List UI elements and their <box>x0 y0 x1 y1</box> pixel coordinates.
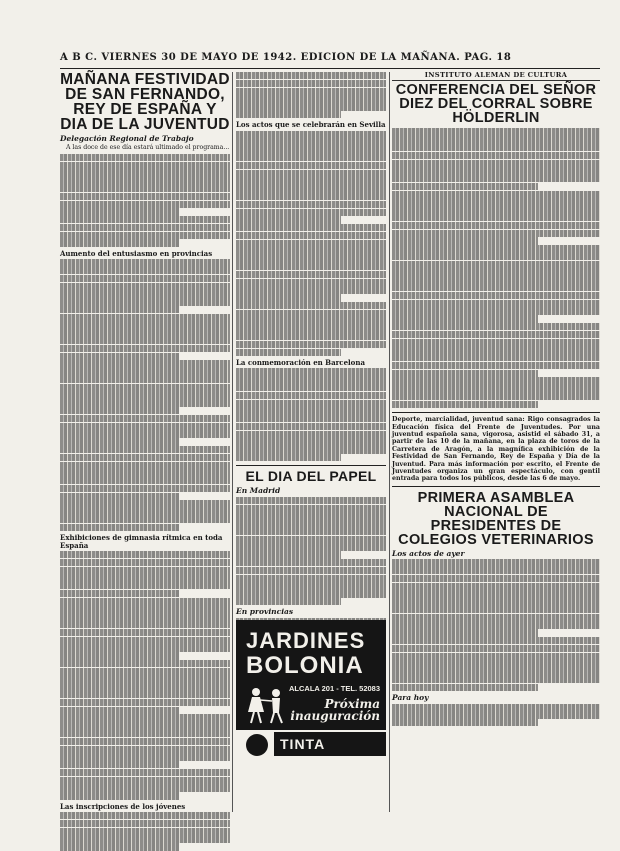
headline-asamblea: PRIMERA ASAMBLEA NACIONAL DE PRESIDENTES DE COLEGIOS VETERINARIOS <box>398 489 594 548</box>
body-text-block <box>236 497 386 606</box>
section-heading-sevilla: Los actos que se celebrarán en Sevilla <box>236 120 386 130</box>
notice-box <box>392 412 600 487</box>
subhead-delegacion: Delegación Regional de Trabajo <box>60 134 194 143</box>
column-middle <box>236 72 386 665</box>
section-heading-barcelona: La conmemoración en Barcelona <box>236 357 365 367</box>
ink-drop-icon <box>246 734 268 756</box>
body-text-block <box>236 368 386 461</box>
headline-dia-del-papel: EL DIA DEL PAPEL <box>245 468 377 485</box>
section-heading-inscripciones: Las inscripciones de los jóvenes <box>60 801 186 811</box>
body-text-block <box>236 131 386 356</box>
masthead: A B C. VIERNES 30 DE MAYO DE 1942. EDICION DE LA MAÑANA. PAG. 18 <box>60 52 600 69</box>
body-text-block <box>392 128 600 408</box>
ad-address: ALCALA 201 - TEL. 52083 <box>289 684 380 693</box>
column-rule <box>389 72 390 812</box>
section-heading-provincias: Aumento del entusiasmo en provincias <box>60 248 213 258</box>
subhead-actos-ayer: Los actos de ayer <box>392 548 465 558</box>
ad-tagline <box>290 698 380 722</box>
headline-conferencia: CONFERENCIA DEL SEÑOR DIEZ DEL CORRAL SOBRE HÖLDERLIN <box>395 82 597 127</box>
column-right <box>392 72 600 727</box>
dancing-couple-icon <box>242 686 294 724</box>
lead-paragraph: A las doce de ese día estará ultimado el programa... <box>66 144 230 152</box>
notice-frente-juventudes: Deporte, marcialidad, juventud sana: Rigo consagrados la Educación física del Frente de Juventudes. Por una juventud española sana, vigorosa, asistid el sábado 31, a partir de las 10 de la mañana, en la plaza de toros de la Carretera de Aragón, a la magnífica exhibición de la Festividad de San Fernando, Rey de España y Día de la Juventud. Para más información por escrito, el Frente de Juventudes organiza un gran espectáculo, con gentil entrada para todos los públicos, desde las 6 de mayo. <box>392 416 600 483</box>
ad-product-name: TINTA SAMAS <box>274 732 386 756</box>
subhead-en-provincias: En provincias <box>236 607 294 617</box>
body-text-block <box>60 154 230 247</box>
subhead-en-madrid: En Madrid <box>236 486 281 496</box>
kicker-instituto: INSTITUTO ALEMAN DE CULTURA <box>392 72 600 81</box>
ad-title-line2: BOLONIA <box>246 652 364 679</box>
body-text-block <box>60 812 230 851</box>
ad-tagline-line2: inauguración <box>290 709 380 723</box>
subhead-para-hoy: Para hoy <box>392 693 429 703</box>
ad-product-band <box>236 730 386 776</box>
column-left <box>60 72 230 851</box>
ad-title-line1: JARDINES <box>246 628 366 653</box>
column-rule <box>232 72 233 812</box>
body-text-block <box>60 259 230 531</box>
ad-tagline-line1: Próxima <box>324 697 380 711</box>
body-text-block <box>236 72 386 118</box>
body-text-block <box>60 551 230 800</box>
advertisement-jardines-bolonia <box>236 620 386 776</box>
headline-san-fernando: MAÑANA FESTIVIDAD DE SAN FERNANDO, REY DE ESPAÑA Y DIA DE LA JUVENTUD <box>60 71 230 133</box>
body-text-block <box>392 704 600 727</box>
body-text-block <box>392 559 600 691</box>
section-heading-gimnasia: Exhibiciones de gimnasia rítmica en toda España <box>60 533 223 550</box>
